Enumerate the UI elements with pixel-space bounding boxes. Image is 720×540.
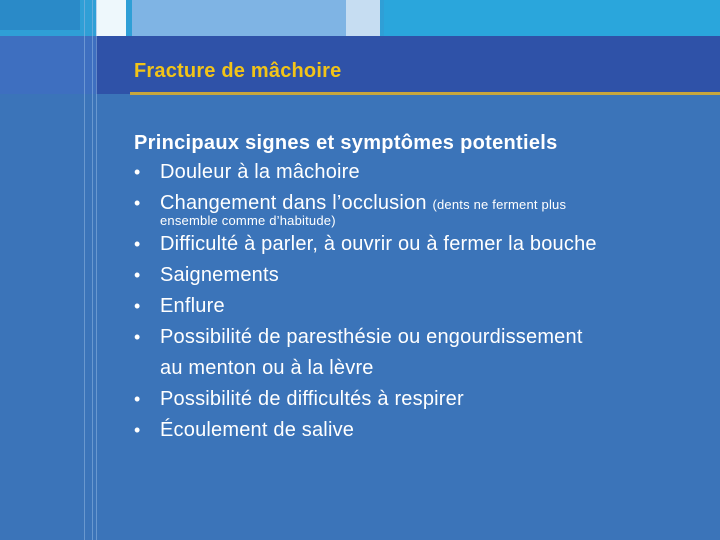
bullet-marker: • <box>134 234 141 254</box>
bullet-item <box>134 291 694 322</box>
bullet-marker: • <box>134 162 141 182</box>
top-decorative-block <box>0 0 80 30</box>
bullet-marker: • <box>134 193 141 213</box>
title-left-strip <box>0 36 96 94</box>
bullet-text: Écoulement de salive <box>160 419 355 441</box>
slide-content <box>134 130 694 446</box>
bullet-text: Saignements <box>160 264 279 286</box>
bullet-note-continued: ensemble comme d’habitude) <box>160 213 336 228</box>
bullet-marker: • <box>134 389 141 409</box>
top-decorative-block <box>384 0 720 36</box>
bullet-item <box>134 229 694 260</box>
title-band <box>0 36 720 94</box>
decorative-line <box>92 0 93 540</box>
bullet-item <box>134 384 694 415</box>
bullet-text-continued: au menton ou à la lèvre <box>160 357 374 379</box>
slide-title: Fracture de mâchoire <box>134 60 342 82</box>
bullet-text: Douleur à la mâchoire <box>160 161 360 183</box>
bullet-item <box>134 415 694 446</box>
decorative-line <box>96 0 97 540</box>
bullet-text: Possibilité de paresthésie ou engourdissement <box>160 326 583 348</box>
bullet-item <box>134 260 694 291</box>
bullet-note: (dents ne ferment plus <box>432 197 567 212</box>
title-underline <box>130 92 720 95</box>
top-decorative-block <box>96 0 126 36</box>
bullet-marker: • <box>134 265 141 285</box>
bullet-marker: • <box>134 327 141 347</box>
bullet-text: Difficulté à parler, à ouvrir ou à fermer la bouche <box>160 233 597 255</box>
bullet-text: Changement dans l’occlusion <box>160 192 427 214</box>
top-decorative-block <box>346 0 380 36</box>
top-decorative-block <box>132 0 346 36</box>
bullet-marker: • <box>134 420 141 440</box>
content-heading: Principaux signes et symptômes potentiels <box>134 132 558 154</box>
bullet-text: Possibilité de difficultés à respirer <box>160 388 464 410</box>
bullet-item <box>134 322 694 384</box>
bullet-list <box>134 157 694 446</box>
decorative-line <box>84 0 85 540</box>
bullet-text: Enflure <box>160 295 225 317</box>
bullet-item <box>134 188 694 229</box>
bullet-item <box>134 157 694 188</box>
bullet-marker: • <box>134 296 141 316</box>
